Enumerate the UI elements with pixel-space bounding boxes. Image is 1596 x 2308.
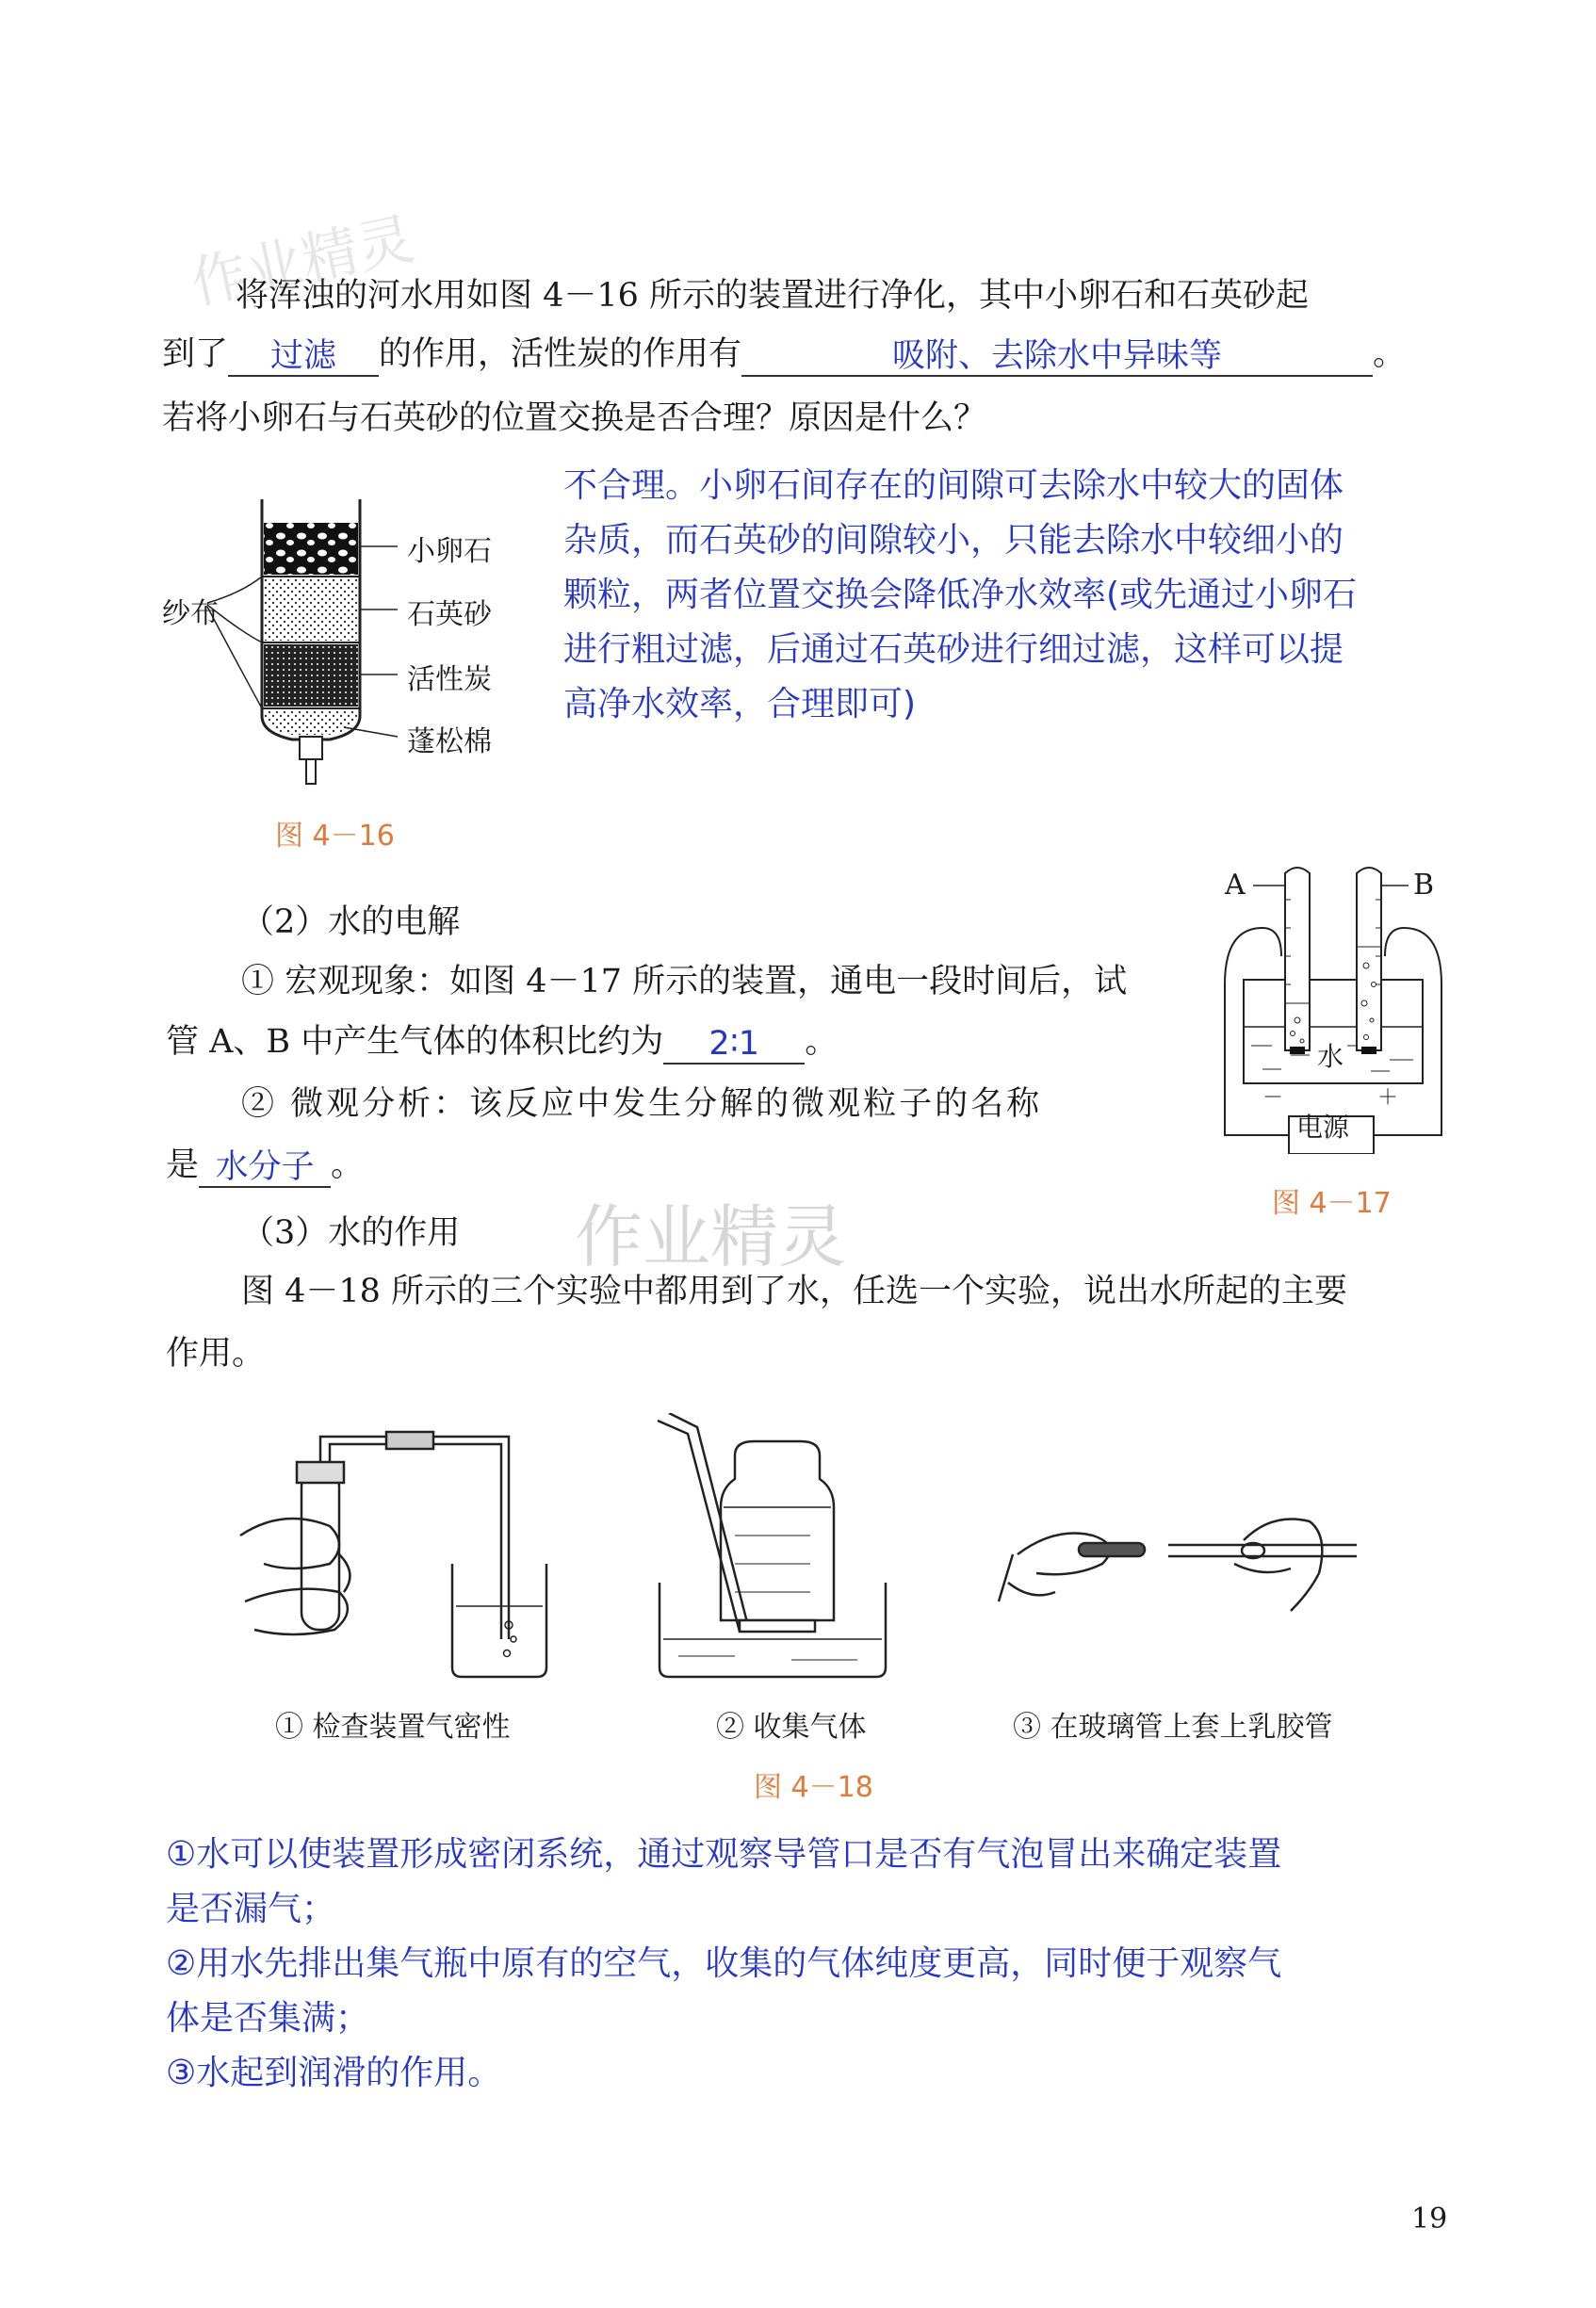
page-number: 19 xyxy=(1411,2202,1448,2235)
answer-water xyxy=(166,1828,1447,2101)
q1-line1: ① 宏观现象：如图 4－17 所示的装置，通电一段时间后，试 xyxy=(241,963,1128,1000)
answer-line: 进行粗过滤，后通过石英砂进行细过滤，这样可以提 xyxy=(563,630,1344,669)
intro-line-3: 若将小卵石与石英砂的位置交换是否合理？原因是什么？ xyxy=(162,399,987,437)
answer-line: 杂质，而石英砂的间隙较小，只能去除水中较细小的 xyxy=(563,521,1344,560)
label-power: 电源 xyxy=(1296,1112,1350,1143)
watermark: 作业精灵 xyxy=(575,1197,847,1276)
label-quartz: 石英砂 xyxy=(407,598,492,631)
label-cloth: 纱布 xyxy=(162,597,219,630)
answer-ratio: 2∶1 xyxy=(708,1025,760,1063)
section2-title: （2）水的电解 xyxy=(241,903,461,941)
water-use-experiments xyxy=(226,1413,1394,1696)
q2-line2 xyxy=(166,1143,364,1188)
text: 的作用，活性炭的作用有 xyxy=(379,335,742,373)
label-tube-b: B xyxy=(1413,869,1435,902)
q2-line1: ② 微观分析：该反应中发生分解的微观粒子的名称 xyxy=(241,1085,1043,1123)
fig16-caption: 图 4－16 xyxy=(275,820,395,853)
fig18-sub2: ② 收集气体 xyxy=(716,1711,867,1744)
label-tube-a: A xyxy=(1225,869,1246,902)
fig18-sub3: ③ 在玻璃管上套上乳胶管 xyxy=(1013,1711,1333,1744)
q1-line2 xyxy=(166,1019,838,1065)
fig18-sub1: ① 检查装置气密性 xyxy=(275,1711,511,1744)
answer-filter: 过滤 xyxy=(270,337,337,375)
label-carbon: 活性炭 xyxy=(407,663,492,696)
label-plus: ＋ xyxy=(1377,1086,1399,1110)
section3-title: （3）水的作用 xyxy=(241,1214,461,1252)
blank-filter xyxy=(228,333,379,377)
answer-molecule: 水分子 xyxy=(215,1148,315,1186)
label-cotton: 蓬松棉 xyxy=(407,725,492,758)
text: 。 xyxy=(1373,335,1407,373)
text: 到了 xyxy=(162,335,229,373)
label-water: 水 xyxy=(1317,1041,1344,1072)
answer-line: ②用水先排出集气瓶中原有的空气，收集的气体纯度更高，同时便于观察气 xyxy=(166,1944,1282,1983)
text: 是 xyxy=(166,1146,200,1184)
answer-swap xyxy=(563,459,1515,732)
label-minus: － xyxy=(1262,1086,1284,1110)
text: 。 xyxy=(805,1023,839,1061)
section3-line1: 图 4－18 所示的三个实验中都用到了水，任选一个实验，说出水所起的主要 xyxy=(241,1273,1348,1310)
label-pebble: 小卵石 xyxy=(407,535,492,568)
watermark: 作业精灵 xyxy=(185,205,420,318)
blank-ratio xyxy=(663,1021,805,1065)
section3-line2: 作用。 xyxy=(166,1335,266,1373)
answer-line: 高净水效率，合理即可) xyxy=(563,685,917,723)
answer-carbon: 吸附、去除水中异味等 xyxy=(892,337,1223,375)
answer-line: 体是否集满； xyxy=(166,1999,370,2038)
blank-molecule xyxy=(199,1145,331,1188)
text: 。 xyxy=(331,1146,365,1184)
answer-line: 是否漏气； xyxy=(166,1890,336,1928)
intro-line-2 xyxy=(162,332,1406,377)
answer-line: 颗粒，两者位置交换会降低净水效率(或先通过小卵石 xyxy=(563,576,1358,614)
answer-line: ①水可以使装置形成密闭系统，通过观察导管口是否有气泡冒出来确定装置 xyxy=(166,1835,1282,1874)
answer-line: 不合理。小卵石间存在的间隙可去除水中较大的固体 xyxy=(563,466,1344,505)
answer-line: ③水起到润滑的作用。 xyxy=(166,2054,502,2092)
blank-carbon xyxy=(741,333,1373,377)
fig17-caption: 图 4－17 xyxy=(1272,1187,1392,1220)
text: 管 A、B 中产生气体的体积比约为 xyxy=(166,1023,664,1061)
fig18-caption: 图 4－18 xyxy=(754,1771,873,1804)
intro-line-1: 将浑浊的河水用如图 4－16 所示的装置进行净化，其中小卵石和石英砂起 xyxy=(236,277,1310,315)
